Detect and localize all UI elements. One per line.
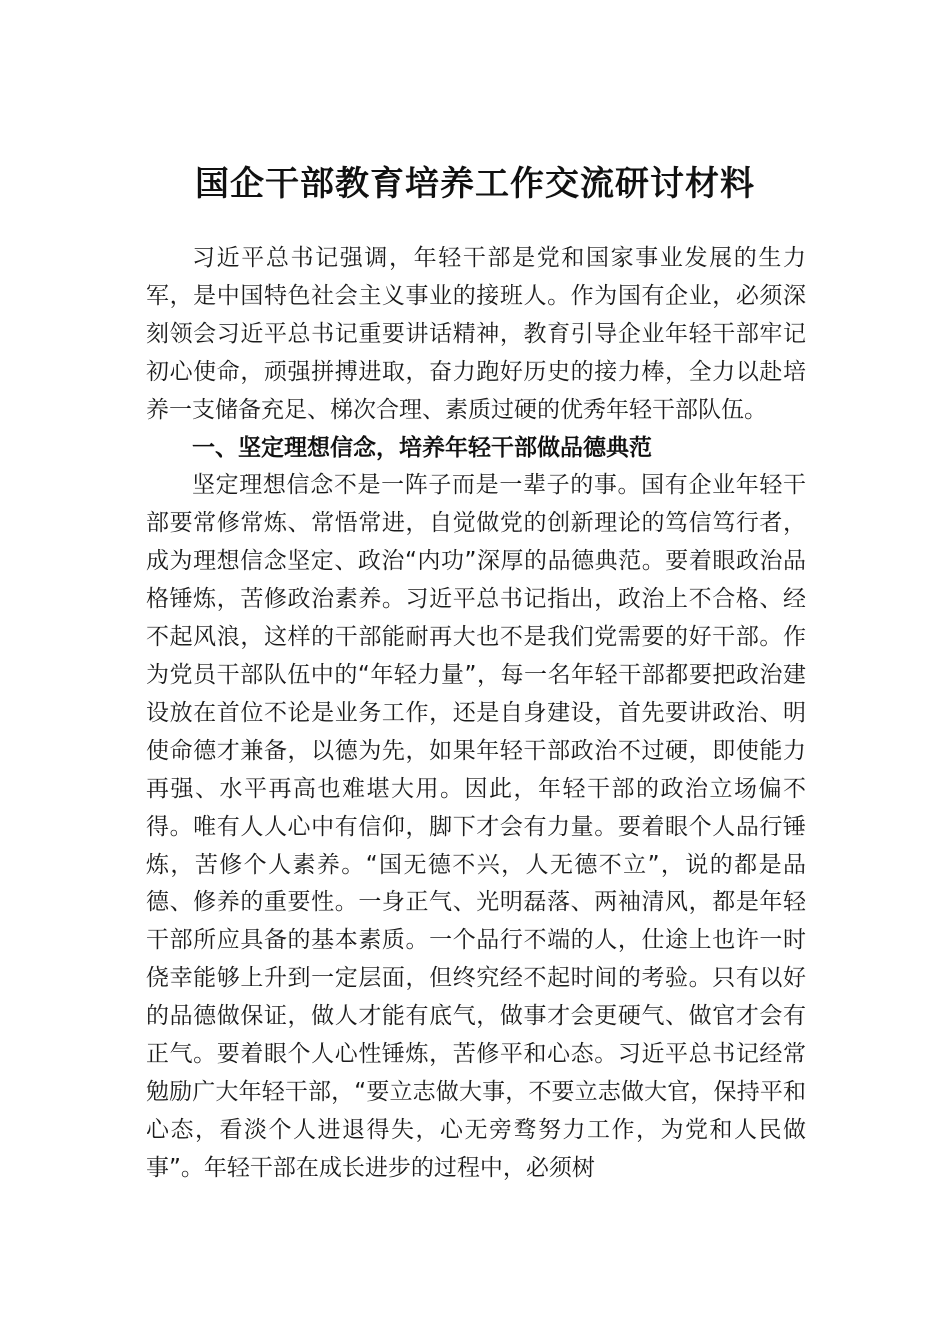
intro-paragraph: 习近平总书记强调，年轻干部是党和国家事业发展的生力军，是中国特色社会主义事业的接班人。作为国有企业，必须深刻领会习近平总书记重要讲话精神，教育引导企业年轻干部牢记初心使命，顽强拼搏进取，奋力跑好历史的接力棒，全力以赴培养一支储备充足、梯次合理、素质过硬的优秀年轻干部队伍。 xyxy=(146,245,806,423)
section-paragraph: 坚定理想信念不是一阵子而是一辈子的事。国有企业年轻干部要常修常炼、常悟常进，自觉做党的创新理论的笃信笃行者，成为理想信念坚定、政治“内功”深厚的品德典范。要着眼政治品格锤炼，苦修政治素养。习近平总书记指出，政治上不合格、经不起风浪，这样的干部能耐再大也不是我们党需要的好干部。作为党员干部队伍中的“年轻力量”，每一名年轻干部都要把政治建设放在首位不论是业务工作，还是自身建设，首先要讲政治、明使命德才兼备，以德为先，如果年轻干部政治不过硬，即使能力再强、水平再高也难堪大用。因此，年轻干部的政治立场偏不得。唯有人人心中有信仰，脚下才会有力量。要着眼个人品行锤炼，苦修个人素养。“国无德不兴，人无德不立”，说的都是品德、修养的重要性。一身正气、光明磊落、两袖清风，都是年轻干部所应具备的基本素质。一个品行不端的人，仕途上也许一时侥幸能够上升到一定层面，但终究经不起时间的考验。只有以好的品德做保证，做人才能有底气，做事才会更硬气、做官才会有正气。要着眼个人心性锤炼，苦修平和心态。习近平总书记经常勉励广大年轻干部，“要立志做大事，不要立志做大官，保持平和心态，看淡个人进退得失，心无旁骛努力工作，为党和人民做事”。年轻干部在成长进步的过程中，必须树 xyxy=(146,472,806,1181)
section-heading: 一、坚定理想信念，培养年轻干部做品德典范 xyxy=(192,434,652,461)
document-title: 国企干部教育培养工作交流研讨材料 xyxy=(195,164,755,204)
document-body xyxy=(146,240,806,1188)
